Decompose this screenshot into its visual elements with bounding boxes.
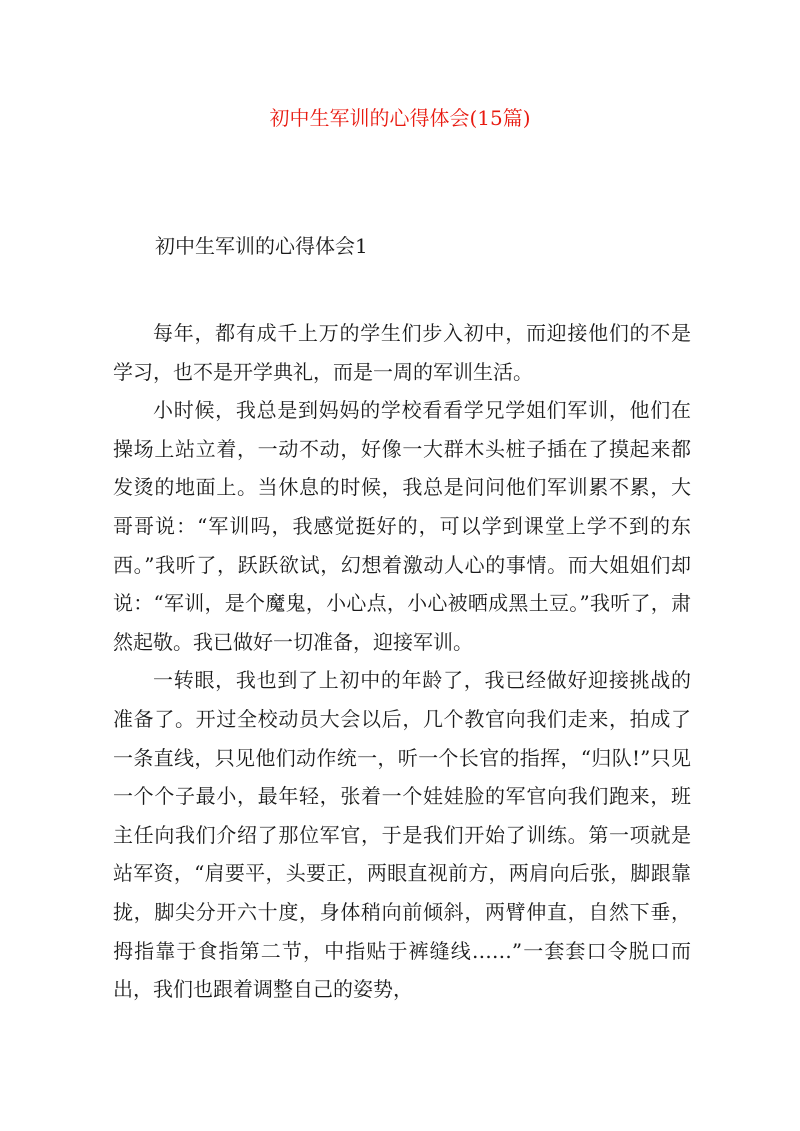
section-body [113,314,691,1009]
paragraph: 小时候，我总是到妈妈的学校看看学兄学姐们军训，他们在操场上站立着，一动不动，好像一大群木头桩子插在了摸起来都发烫的地面上。当休息的时候，我总是问问他们军训累不累，大哥哥说：“军训吗，我感觉挺好的，可以学到课堂上学不到的东西。”我听了，跃跃欲试，幻想着激动人心的事情。而大姐姐们却说：“军训，是个魔鬼，小心点，小心被晒成黑土豆。”我听了，肃然起敬。我已做好一切准备，迎接军训。 [113,398,691,654]
paragraph: 每年，都有成千上万的学生们步入初中，而迎接他们的不是学习，也不是开学典礼，而是一周的军训生活。 [113,321,691,384]
document-title: 初中生军训的心得体会(15篇) [269,106,531,130]
section-heading: 初中生军训的心得体会1 [155,234,368,258]
paragraph: 一转眼，我也到了上初中的年龄了，我已经做好迎接挑战的准备了。开过全校动员大会以后，几个教官向我们走来，拍成了一条直线，只见他们动作统一，听一个长官的指挥，“归队!”只见一个个子最小，最年轻，张着一个娃娃脸的军官向我们跑来，班主任向我们介绍了那位军官，于是我们开始了训练。第一项就是站军资，“肩要平，头要正，两眼直视前方，两肩向后张，脚跟靠拢，脚尖分开六十度，身体稍向前倾斜，两臂伸直，自然下垂，拇指靠于食指第二节，中指贴于裤缝线……”一套套口令脱口而出，我们也跟着调整自己的姿势， [113,668,691,1002]
